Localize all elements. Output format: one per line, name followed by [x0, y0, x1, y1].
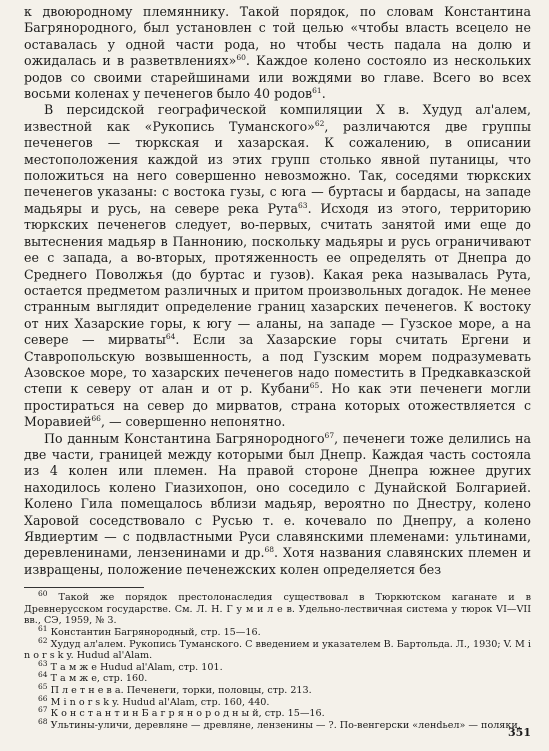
footnote-text: Т а м ж е, стр. 160.: [50, 673, 148, 685]
text-run: , печенеги тоже делились на две части, границей между которыми был Днепр. Каждая часть состояла из 4 колен или племен. На правой стороне Днепра южнее других находилось колено Гиазихопон, оно соседило с Дунайской Болгарией. Колено Гила помещалось вблизи мадьяр, вероятно по Днестру, колено Харовой соседствовало с Русью т. е. кочевало по Днепру, а колено Явдиертим — с подвластными Руси славянскими племенами: ультинами, деревленинами, лензенинами и др.: [24, 430, 532, 561]
footnote-number: 64: [38, 670, 48, 680]
footnote-ref: 61: [312, 85, 322, 95]
footnote-text: Такой же порядок престолонаследия существовал в Тюркютском каганате и в Древнерусском государстве. См. Л. Н. Г у м и л е в. Удельно-лествичная система у тюрок VI—VII вв., СЭ, 1959, № 3.: [24, 592, 532, 627]
footnote-ref: 60: [236, 53, 246, 63]
footnote: [24, 716, 531, 732]
paragraph: [24, 4, 531, 102]
text-run: , различаются две группы печенегов — тюркская и хазарская. К сожалению, в описании местоположения каждой из этих групп столько явной путаницы, что положиться на него совершенно невозможно. Так, соседями тюркских печенегов указаны: с востока гузы, с юга — буртасы и бардасы, на западе мадьяры и русь, на севере река Рута: [24, 118, 531, 216]
text-run: . Но как эти печенеги могли простираться на север до мирватов, страна которых отожествляется с Моравией: [24, 381, 531, 430]
footnote: [24, 681, 531, 697]
footnote-text: Ультины-уличи, деревляне — древляне, лензенины — ?. По-венгерски «ленdьел» — поляки.: [50, 719, 521, 731]
text-run: . Если за Хазарские горы считать Ергени и Ставропольскую возвышенность, а под Гузским морем подразумевать Азовское море, то хазарских печенегов надо поместить в Предкавказской степи к северу от алан и от р. Кубани: [24, 332, 531, 397]
footnote-ref: 65: [309, 381, 320, 391]
text-run: В персидской географической компиляции Х в. Худуд ал'алем, известной как «Рукопись Туманского»: [24, 102, 531, 134]
footnote: [24, 589, 532, 627]
text-run: . Исходя из этого, территорию тюркских печенегов следует, во-первых, считать занятой ими еще до вытеснения мадьяр в Паннонию, поскольку мадьяры и русь ограничивают ее с запада, а во-вторых, протяженность ее определять от Днепра до Среднего Поволжья (до буртас и гузов). Какая река называлась Рута, остается предметом различных и притом произвольных догадок. Не менее странным выглядит определение границ хазарских печенегов. К востоку от них Хазарские горы, к югу — аланы, на западе — Гузское море, а на севере — мирваты: [24, 200, 532, 348]
footnote-text: Т а м ж е Hudud al'Alam, стр. 101.: [50, 661, 223, 673]
footnote-text: M i n o r s k y. Hudud al'Alam, стр. 160, 440.: [50, 696, 270, 708]
footnote: [24, 704, 531, 720]
footnotes: [24, 589, 532, 731]
footnote-ref: 67: [324, 430, 335, 440]
footnote-number: 65: [38, 681, 48, 691]
footnote-ref: 62: [314, 118, 325, 128]
text-run: По данным Константина Багрянородного: [44, 430, 325, 446]
footnote-text: Константин Багрянородный, стр. 15—16.: [50, 627, 261, 638]
footnote-number: 67: [38, 704, 48, 714]
footnote-ref: 66: [91, 413, 101, 423]
text-run: .: [321, 86, 326, 102]
footnote: [24, 658, 531, 674]
footnote-ref: 63: [298, 200, 308, 210]
text-run: , — совершенно непонятно.: [100, 414, 286, 430]
footnote-number: 61: [38, 623, 48, 633]
footnote-number: 63: [38, 658, 48, 668]
page-number: 351: [508, 726, 531, 739]
footnote: [24, 693, 531, 709]
footnote-ref: 68: [264, 545, 275, 555]
footnote-number: 60: [38, 589, 48, 599]
footnote: [24, 670, 531, 685]
footnote-number: 68: [38, 716, 48, 726]
main-text: [24, 4, 531, 578]
text-run: . Каждое колено состояло из нескольких родов со своими старейшинами или вождями во главе. Всего во всех восьми коленах у печенегов было 40 родов: [24, 53, 531, 102]
footnote-text: П л е т н е в а. Печенеги, торки, половцы, стр. 213.: [50, 684, 312, 696]
paragraph: [24, 102, 531, 430]
footnote-text: Худуд ал'алем. Рукопись Туманского. С введением и указателем В. Бартольда. Л., 1930; V. M i n o r s k y. Hudud al'Alam.: [24, 638, 531, 662]
footnote: [24, 623, 531, 639]
text-run: . Хотя названия славянских племен и извращены, положение печенежских колен определяется без: [24, 545, 532, 577]
footnote-text: К о н с т а н т и н Б а г р я н о р о д н ы й, стр. 15—16.: [50, 708, 325, 720]
footnote-number: 62: [38, 635, 48, 645]
footnote-ref: 64: [165, 331, 176, 341]
footnote: [24, 635, 531, 662]
text-run: к двоюродному племяннику. Такой порядок, по словам Константина Багрянородного, был установлен с той целью «чтобы власть всецело не оставалась у одной части рода, но чтобы честь падала на долю и ожидалась и в разветвлениях»: [24, 4, 531, 69]
paragraph: [24, 431, 531, 579]
footnote-number: 66: [38, 693, 48, 703]
